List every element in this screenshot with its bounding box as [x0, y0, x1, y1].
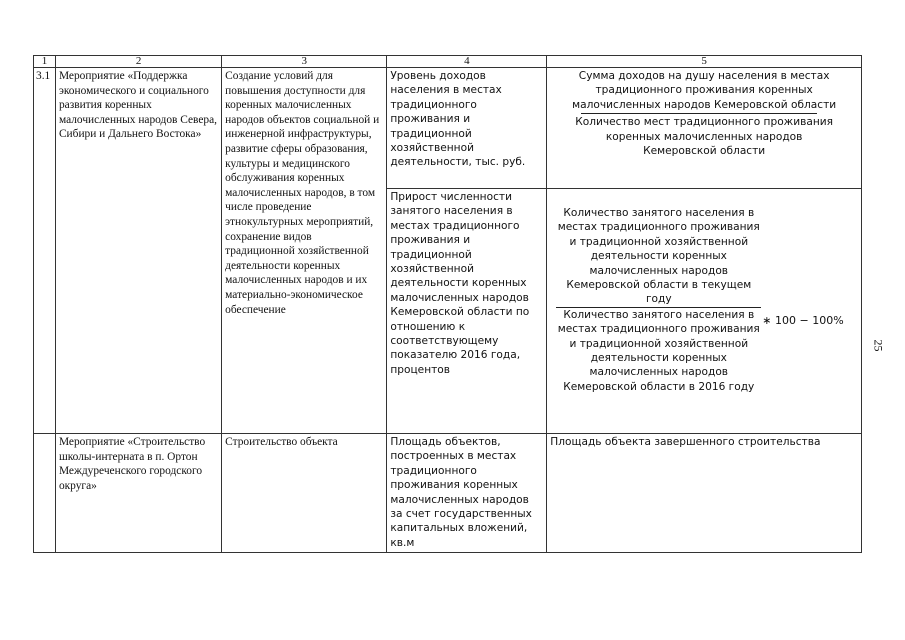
- formula-numerator: Количество занятого населения в местах традиционного проживания и традиционной хозяйственной деятельности коренных малочисленных народов Кемеровской области в текущем году: [557, 207, 760, 306]
- formula-denominator: Количество занятого населения в местах традиционного проживания и традиционной хозяйственной деятельности коренных малочисленных народов Кемеровской области в 2016 году: [557, 308, 760, 393]
- row-number: [34, 434, 56, 553]
- header-row: [34, 56, 862, 68]
- formula-fraction: [550, 206, 858, 394]
- indicator-formula: Площадь объекта завершенного строительства: [547, 434, 862, 553]
- header-cell-2: 2: [55, 56, 221, 68]
- indicator-formula: [547, 189, 862, 434]
- indicator-formula: [547, 68, 862, 189]
- indicator-name: Прирост численности занятого населения в местах традиционного проживания и традиционной хозяйственной деятельности коренных малочисленных народов Кемеровской области по отношению к соответствующему показателю 2016 года, процентов: [387, 189, 547, 434]
- header-cell-4: 4: [387, 56, 547, 68]
- indicator-name: Площадь объектов, построенных в местах традиционного проживания коренных малочисленных народов за счет государственных капитальных вложений, кв.м: [387, 434, 547, 553]
- fraction-bar: [581, 113, 817, 114]
- event-purpose: Строительство объекта: [222, 434, 387, 553]
- formula-denominator: Количество мест традиционного проживания коренных малочисленных народов Кемеровской области: [575, 116, 834, 158]
- event-purpose: Создание условий для повышения доступности для коренных малочисленных народов объектов социальной и инженерной инфраструктуры, развитие сферы образования, культуры и медицинского обслуживания коренных малочисленных народов, в том числе проведение этнокультурных мероприятий, сохранение видов традиционной хозяйственной деятельности коренных малочисленных народов и их материально-экономическое обеспечение: [222, 68, 387, 434]
- formula-fraction: [569, 69, 839, 158]
- header-cell-1: 1: [34, 56, 56, 68]
- indicator-name: Уровень доходов населения в местах традиционного проживания и традиционной хозяйственной деятельности, тыс. руб.: [387, 68, 547, 189]
- formula-multiplier: ∗ 100 − 100%: [762, 314, 844, 327]
- header-cell-5: 5: [547, 56, 862, 68]
- formula-numerator: Сумма доходов на душу населения в местах традиционного проживания коренных малочисленных народов Кемеровской области: [572, 70, 837, 111]
- table-row: [34, 434, 862, 553]
- page-number: 25: [871, 339, 886, 352]
- row-number: 3.1: [34, 68, 56, 434]
- header-cell-3: 3: [222, 56, 387, 68]
- table-row: [34, 68, 862, 189]
- event-name: Мероприятие «Поддержка экономического и социального развития коренных малочисленных народов Севера, Сибири и Дальнего Востока»: [55, 68, 221, 434]
- event-name: Мероприятие «Строительство школы-интерната в п. Ортон Междуреченского городского округа»: [55, 434, 221, 553]
- indicators-table: [33, 55, 862, 553]
